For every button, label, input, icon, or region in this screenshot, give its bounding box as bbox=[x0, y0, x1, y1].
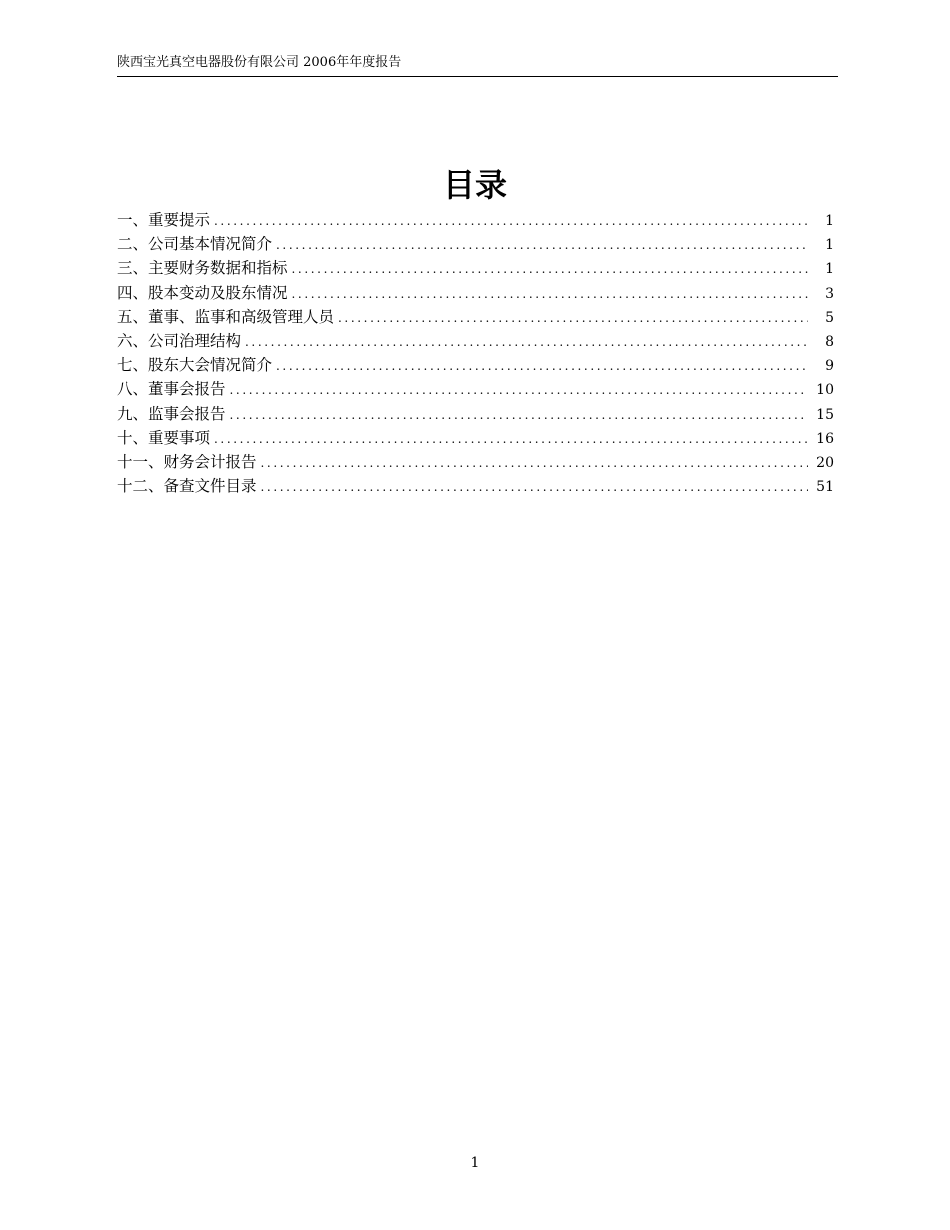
toc-entry[interactable] bbox=[117, 208, 838, 232]
toc-entry-page: 8 bbox=[825, 333, 834, 350]
toc-dot-leader bbox=[276, 233, 808, 257]
toc-entry-page: 1 bbox=[825, 213, 834, 229]
toc-entry-page: 3 bbox=[825, 285, 834, 302]
toc-entry-page: 16 bbox=[816, 430, 834, 447]
toc-entry-label: 十二、备查文件目录 bbox=[117, 477, 257, 496]
toc-entry[interactable] bbox=[117, 402, 838, 426]
toc-dot-leader bbox=[214, 209, 808, 233]
toc-dot-leader bbox=[230, 378, 808, 402]
toc-entry-label: 十、重要事项 bbox=[117, 428, 211, 447]
toc-entry-label: 五、董事、监事和高级管理人员 bbox=[117, 307, 335, 326]
toc-entry[interactable] bbox=[117, 281, 838, 305]
toc-dot-leader bbox=[214, 427, 808, 451]
toc-dot-leader bbox=[230, 403, 808, 427]
toc-entry-label: 三、主要财务数据和指标 bbox=[117, 259, 288, 278]
toc-dot-leader bbox=[261, 475, 808, 499]
toc-entry[interactable] bbox=[117, 305, 838, 329]
toc-dot-leader bbox=[245, 330, 808, 354]
toc-entry-page: 15 bbox=[816, 406, 834, 423]
toc-dot-leader bbox=[276, 354, 808, 378]
toc-entry-label: 一、重要提示 bbox=[117, 211, 211, 229]
toc-entry-label: 九、监事会报告 bbox=[117, 404, 226, 423]
toc-entry-label: 七、股东大会情况简介 bbox=[117, 356, 273, 375]
toc-entry-page: 1 bbox=[825, 237, 834, 254]
toc-entry-page: 9 bbox=[825, 358, 834, 375]
toc-entry[interactable] bbox=[117, 232, 838, 256]
toc-entry[interactable] bbox=[117, 256, 838, 280]
toc-entry[interactable] bbox=[117, 329, 838, 353]
toc-entry-label: 八、董事会报告 bbox=[117, 380, 226, 399]
toc-entry-label: 十一、财务会计报告 bbox=[117, 452, 257, 471]
toc-entry[interactable] bbox=[117, 353, 838, 377]
toc-entry-label: 六、公司治理结构 bbox=[117, 331, 242, 350]
toc-entry[interactable] bbox=[117, 426, 838, 450]
document-title: 目录 bbox=[442, 166, 507, 204]
toc-dot-leader bbox=[338, 306, 808, 330]
toc-entry[interactable] bbox=[117, 474, 838, 498]
toc-dot-leader bbox=[261, 451, 808, 475]
toc-entry-page: 5 bbox=[825, 309, 834, 326]
toc-dot-leader bbox=[292, 257, 808, 281]
toc-entry-page: 20 bbox=[816, 454, 834, 471]
toc-entry[interactable] bbox=[117, 377, 838, 401]
toc-entry-page: 1 bbox=[825, 261, 834, 278]
toc-entry-label: 二、公司基本情况简介 bbox=[117, 235, 273, 254]
toc-entry-page: 10 bbox=[816, 382, 834, 399]
page-header bbox=[117, 56, 838, 77]
table-of-contents bbox=[117, 208, 838, 498]
header-text: 陕西宝光真空电器股份有限公司 2006年年度报告 bbox=[117, 55, 402, 70]
toc-dot-leader bbox=[292, 282, 808, 306]
page-number: 1 bbox=[470, 1155, 480, 1171]
toc-entry-label: 四、股本变动及股东情况 bbox=[117, 283, 288, 302]
toc-entry[interactable] bbox=[117, 450, 838, 474]
toc-entry-page: 51 bbox=[816, 479, 834, 496]
